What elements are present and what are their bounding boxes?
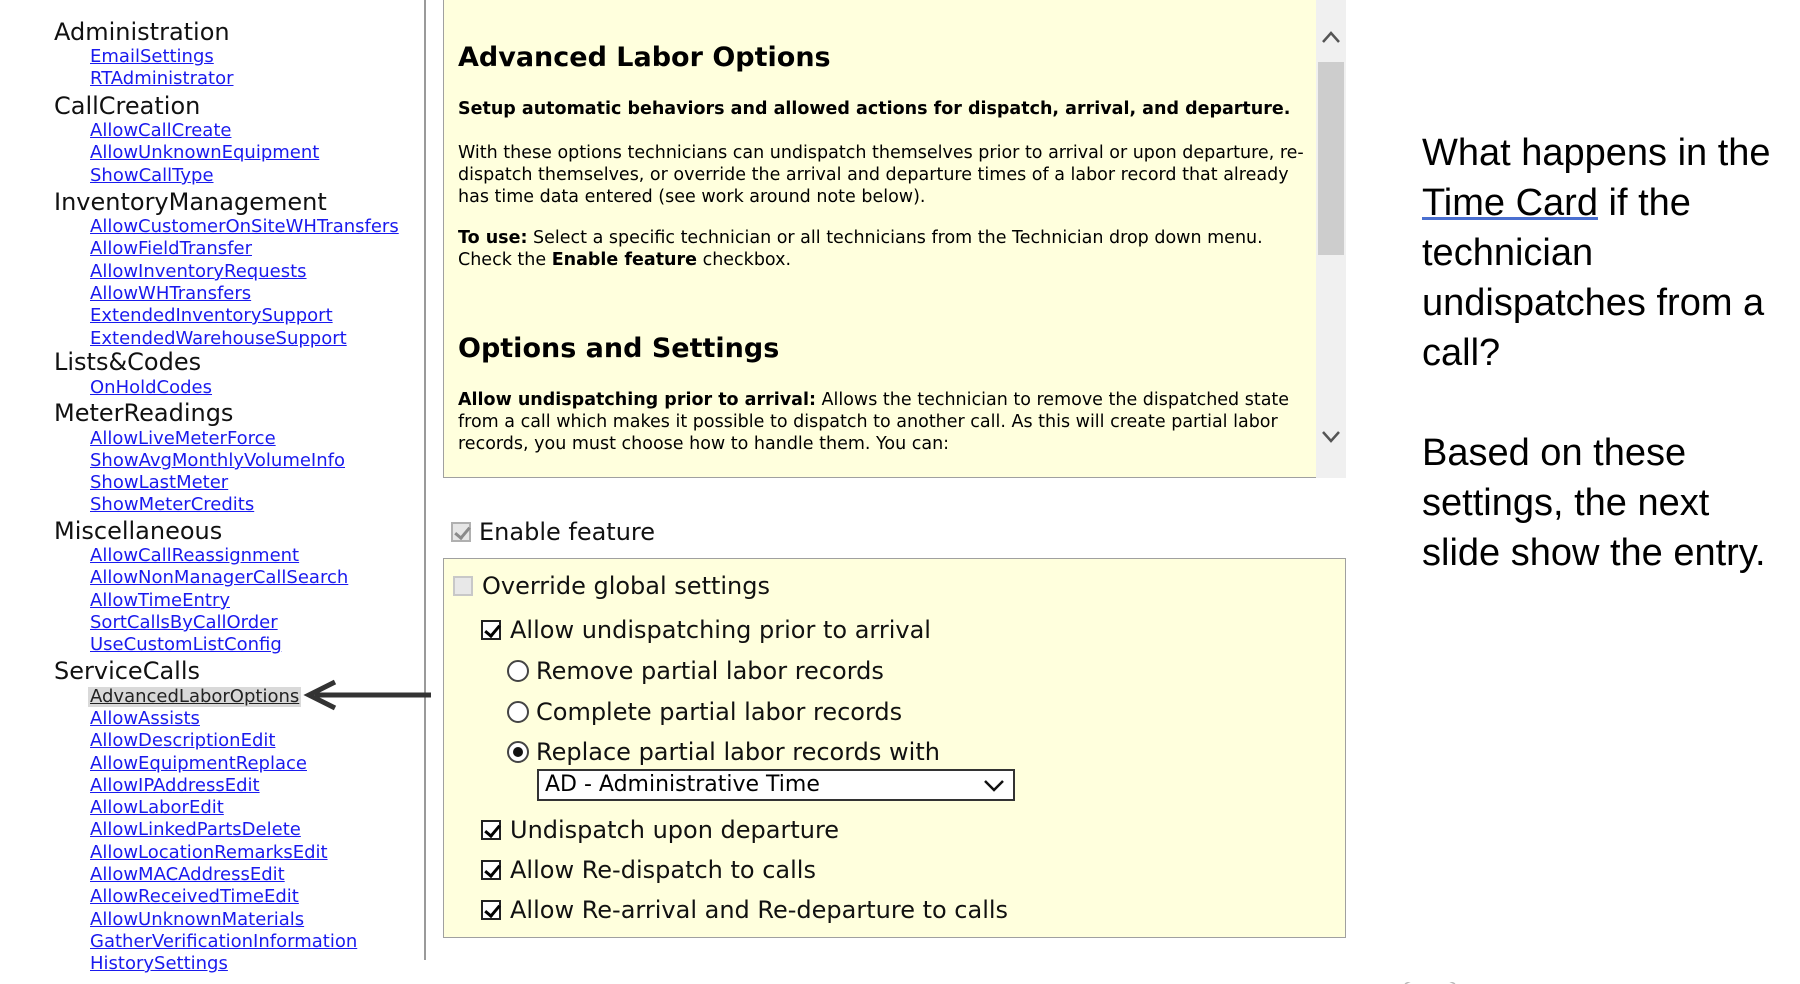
nav-item-allowmacaddressedit[interactable]: AllowMACAddressEdit <box>90 864 285 885</box>
nav-item-showlastmeter[interactable]: ShowLastMeter <box>90 472 229 493</box>
to-use-text: Select a specific technician or all technicians from the Technician drop down menu. Check the <box>458 228 1263 270</box>
nav-item-allowassists[interactable]: AllowAssists <box>90 708 200 729</box>
nav-item-onholdcodes[interactable]: OnHoldCodes <box>90 377 213 398</box>
nav-group-inventorymanagement: InventoryManagement <box>54 188 327 216</box>
override-global-checkbox[interactable] <box>453 576 473 596</box>
nav-item-allowdescriptionedit[interactable]: AllowDescriptionEdit <box>90 730 276 751</box>
nav-group-listscodes: Lists&Codes <box>54 348 202 376</box>
chevron-down-icon <box>983 776 1005 794</box>
nav-item-allowcallreassignment[interactable]: AllowCallReassignment <box>90 545 300 566</box>
nav-group-administration: Administration <box>54 18 230 46</box>
allow-undispatch-option-label: Allow undispatching prior to arrival <box>510 616 931 644</box>
nav-item-showmetercredits[interactable]: ShowMeterCredits <box>90 494 255 515</box>
remove-partial-radio[interactable] <box>507 660 529 682</box>
nav-item-allowunknownmaterials[interactable]: AllowUnknownMaterials <box>90 909 305 930</box>
nav-item-advancedlaboroptions[interactable]: AdvancedLaborOptions <box>90 686 300 707</box>
nav-item-gatherverificationinformation[interactable]: GatherVerificationInformation <box>90 931 358 952</box>
time-card-link[interactable]: Time Card <box>1422 182 1598 224</box>
nav-item-extendedwarehousesupport[interactable]: ExtendedWarehouseSupport <box>90 328 347 349</box>
nav-item-emailsettings[interactable]: EmailSettings <box>90 46 214 67</box>
slide-question <box>1422 128 1792 378</box>
nav-item-rtadministrator[interactable]: RTAdministrator <box>90 68 234 89</box>
nav-item-allowwhtransfers[interactable]: AllowWHTransfers <box>90 283 252 304</box>
nav-item-allowinventoryrequests[interactable]: AllowInventoryRequests <box>90 261 307 282</box>
help-allow-undispatch <box>458 389 1318 455</box>
nav-item-showavgmonthlyvolumeinfo[interactable]: ShowAvgMonthlyVolumeInfo <box>90 450 345 471</box>
settings-nav <box>0 0 426 974</box>
nav-item-allowlocationremarksedit[interactable]: AllowLocationRemarksEdit <box>90 842 328 863</box>
nav-item-allowreceivedtimeedit[interactable]: AllowReceivedTimeEdit <box>90 886 299 907</box>
slide-question-start: What happens in the <box>1422 132 1771 174</box>
help-intro-bold: Setup automatic behaviors and allowed actions for dispatch, arrival, and departure. <box>458 99 1291 119</box>
scrollbar-thumb[interactable] <box>1318 62 1344 255</box>
nav-item-allowlaboredit[interactable]: AllowLaborEdit <box>90 797 224 818</box>
scroll-up-icon[interactable] <box>1321 28 1341 48</box>
redispatch-label: Allow Re-dispatch to calls <box>510 856 816 884</box>
to-use-label: To use: <box>458 228 528 248</box>
nav-group-miscellaneous: Miscellaneous <box>54 517 223 545</box>
nav-group-callcreation: CallCreation <box>54 92 201 120</box>
nav-item-allowfieldtransfer[interactable]: AllowFieldTransfer <box>90 238 252 259</box>
nav-group-servicecalls: ServiceCalls <box>54 657 201 685</box>
settings-box <box>443 558 1346 938</box>
nav-item-extendedinventorysupport[interactable]: ExtendedInventorySupport <box>90 305 333 326</box>
nav-item-allownonmanagercallsearch[interactable]: AllowNonManagerCallSearch <box>90 567 349 588</box>
rearrival-checkbox[interactable] <box>481 900 501 920</box>
nav-item-allowtimeentry[interactable]: AllowTimeEntry <box>90 590 230 611</box>
slide-question-end: if the technician undispatches from a call? <box>1422 182 1765 374</box>
remove-partial-label: Remove partial labor records <box>536 657 884 685</box>
complete-partial-radio[interactable] <box>507 701 529 723</box>
override-global-label: Override global settings <box>482 572 770 600</box>
labor-code-value: AD - Administrative Time <box>545 772 820 797</box>
nav-divider <box>424 0 426 960</box>
help-title: Advanced Labor Options <box>458 42 831 73</box>
allow-undispatch-text: Allows the technician to remove the dispatched state from a call which makes it possible to dispatch to another call. As this will create partial labor records, you must choose how to handle them. You can: <box>458 390 1290 454</box>
nav-group-meterreadings: MeterReadings <box>54 399 234 427</box>
help-to-use <box>458 227 1318 271</box>
scroll-down-icon[interactable] <box>1321 426 1341 446</box>
to-use-enable: Enable feature <box>551 250 698 270</box>
slide-note: Based on these settings, the next slide show the entry. <box>1422 432 1766 574</box>
help-section-title: Options and Settings <box>458 333 780 364</box>
complete-partial-label: Complete partial labor records <box>536 698 903 726</box>
pointer-arrow-icon <box>305 680 433 710</box>
nav-item-historysettings[interactable]: HistorySettings <box>90 953 228 974</box>
allow-undispatch-label: Allow undispatching prior to arrival: <box>458 390 816 410</box>
slide-callout <box>1422 128 1792 578</box>
nav-item-allowlivemeterforce[interactable]: AllowLiveMeterForce <box>90 428 276 449</box>
nav-item-allowunknownequipment[interactable]: AllowUnknownEquipment <box>90 142 320 163</box>
undispatch-departure-checkbox[interactable] <box>481 820 501 840</box>
enable-feature-label: Enable feature <box>479 518 656 546</box>
nav-item-allowcustomeronsitewhtransfers[interactable]: AllowCustomerOnSiteWHTransfers <box>90 216 399 237</box>
nav-item-usecustomlistconfig[interactable]: UseCustomListConfig <box>90 634 282 655</box>
nav-item-allowipaddressedit[interactable]: AllowIPAddressEdit <box>90 775 260 796</box>
redispatch-checkbox[interactable] <box>481 860 501 880</box>
replace-partial-label: Replace partial labor records with <box>536 738 940 766</box>
nav-item-allowcallcreate[interactable]: AllowCallCreate <box>90 120 232 141</box>
nav-item-allowlinkedpartsdelete[interactable]: AllowLinkedPartsDelete <box>90 819 301 840</box>
nav-item-showcalltype[interactable]: ShowCallType <box>90 165 214 186</box>
nav-item-allowequipmentreplace[interactable]: AllowEquipmentReplace <box>90 753 307 774</box>
labor-code-select[interactable] <box>537 769 1015 801</box>
help-panel <box>443 0 1346 478</box>
undispatch-departure-label: Undispatch upon departure <box>510 816 840 844</box>
allow-undispatch-checkbox[interactable] <box>481 620 501 640</box>
enable-feature-checkbox[interactable] <box>451 522 471 542</box>
replace-partial-radio[interactable] <box>507 741 529 763</box>
help-intro-body: With these options technicians can undispatch themselves prior to arrival or upon departure, re-dispatch themselves, or override the arrival and departure times of a labor record that already has time data entered (see work around note below). <box>458 143 1304 207</box>
nav-item-sortcallsbycallorder[interactable]: SortCallsByCallOrder <box>90 612 278 633</box>
help-scrollbar[interactable] <box>1316 0 1346 478</box>
rearrival-label: Allow Re-arrival and Re-departure to calls <box>510 896 1009 924</box>
to-use-text-end: checkbox. <box>697 250 792 270</box>
